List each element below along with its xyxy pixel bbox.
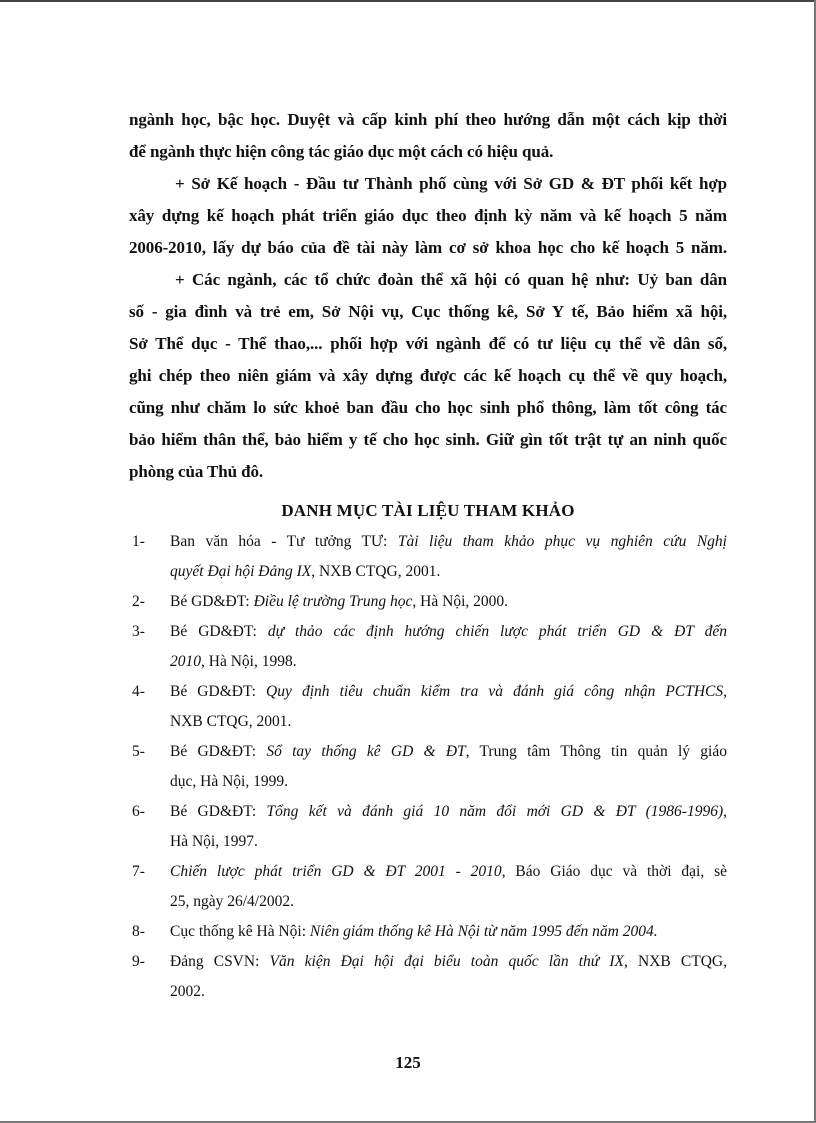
- reference-publication: , NXB CTQG,: [624, 953, 727, 970]
- reference-publication: 2002.: [170, 983, 205, 1000]
- reference-publication: , Hà Nội, 2000.: [412, 593, 508, 610]
- reference-author: Bé GD&ĐT:: [170, 803, 267, 820]
- reference-publication: , Trung tâm Thông tin quản lý giáo: [465, 743, 727, 760]
- reference-number: 5-: [132, 743, 145, 760]
- reference-number: 8-: [132, 923, 145, 940]
- reference-publication: NXB CTQG, 2001.: [170, 713, 292, 730]
- reference-number: 2-: [132, 593, 145, 610]
- reference-title: Chiến lược phát triển GD & ĐT 2001 - 2010: [170, 863, 502, 880]
- reference-title: Tài liệu tham khảo phục vụ nghiên cứu Nghị: [397, 533, 727, 550]
- reference-title: quyết Đại hội Đảng IX: [170, 563, 312, 580]
- reference-item: [129, 917, 727, 947]
- reference-number: 9-: [132, 953, 145, 970]
- reference-title: Niên giám thống kê Hà Nội từ năm 1995 đến năm 2004.: [309, 923, 658, 940]
- reference-author: Bé GD&ĐT:: [170, 683, 267, 700]
- reference-item: [129, 677, 727, 737]
- reference-author: Bé GD&ĐT:: [170, 623, 268, 640]
- paragraph-line: phòng của Thủ đô.: [129, 462, 264, 481]
- reference-item: [129, 527, 727, 587]
- paragraph-line: + Sở Kế hoạch - Đầu tư Thành phố cùng với Sở GD & ĐT phối kết hợp: [175, 174, 727, 193]
- reference-author: Bé GD&ĐT:: [170, 593, 254, 610]
- paragraph-line: để ngành thực hiện công tác giáo dục một cách có hiệu quả.: [129, 142, 554, 161]
- body-paragraphs: [129, 104, 727, 488]
- paragraph-line: + Các ngành, các tổ chức đoàn thể xã hội có quan hệ như: Uỷ ban dân: [175, 270, 727, 289]
- reference-number: 1-: [132, 533, 145, 550]
- reference-title: 2010: [170, 653, 201, 670]
- paragraph-line: 2006-2010, lấy dự báo của đề tài này làm cơ sở khoa học cho kế hoạch 5 năm.: [129, 238, 727, 257]
- reference-title: dự thảo các định hướng chiến lược phát triển GD & ĐT đến: [267, 623, 727, 640]
- paragraph-line: Sở Thể dục - Thể thao,... phối hợp với ngành để có tư liệu cụ thể về dân số,: [129, 334, 727, 353]
- page-number: 125: [395, 1053, 421, 1072]
- reference-number: 6-: [132, 803, 145, 820]
- reference-author: Cục thống kê Hà Nội:: [170, 923, 310, 940]
- reference-number: 7-: [132, 863, 145, 880]
- reference-author: Bé GD&ĐT:: [170, 743, 267, 760]
- reference-item: [129, 617, 727, 677]
- reference-number: 4-: [132, 683, 145, 700]
- paragraph-line: cũng như chăm lo sức khoẻ ban đầu cho học sinh phổ thông, làm tốt công tác: [129, 398, 727, 417]
- page-content: [129, 104, 727, 1007]
- reference-title: Văn kiện Đại hội đại biểu toàn quốc lần thứ IX: [269, 953, 625, 970]
- reference-title: Sổ tay thống kê GD & ĐT: [266, 743, 466, 760]
- reference-number: 3-: [132, 623, 145, 640]
- reference-item: [129, 797, 727, 857]
- paragraph-line: bảo hiểm thân thể, bảo hiểm y tế cho học sinh. Giữ gìn tốt trật tự an ninh quốc: [129, 430, 727, 449]
- reference-author: Ban văn hóa - Tư tưởng TƯ:: [170, 533, 398, 550]
- reference-publication: , Báo Giáo dục và thời đại, sè: [501, 863, 727, 880]
- reference-author: Đảng CSVN:: [170, 953, 270, 970]
- reference-item: [129, 587, 727, 617]
- paragraph-line: số - gia đình và trẻ em, Sở Nội vụ, Cục thống kê, Sở Y tế, Bảo hiểm xã hội,: [129, 302, 727, 321]
- paragraph-line: ngành học, bậc học. Duyệt và cấp kinh phí theo hướng dẫn một cách kịp thời: [129, 110, 727, 129]
- reference-publication: dục, Hà Nội, 1999.: [170, 773, 288, 790]
- reference-publication: ,: [723, 803, 728, 820]
- reference-title: Tổng kết và đánh giá 10 năm đổi mới GD & ĐT (1986-1996): [266, 803, 724, 820]
- page-border-top: [0, 0, 816, 2]
- reference-title: Điều lệ trường Trung học: [253, 593, 413, 610]
- paragraph-line: xây dựng kế hoạch phát triển giáo dục theo định kỳ năm và kế hoạch 5 năm: [129, 206, 727, 225]
- reference-publication: , NXB CTQG, 2001.: [311, 563, 441, 580]
- reference-title: Quy định tiêu chuẩn kiểm tra và đánh giá công nhận PCTHCS: [266, 683, 724, 700]
- reference-publication: ,: [723, 683, 728, 700]
- reference-item: [129, 857, 727, 917]
- reference-item: [129, 947, 727, 1007]
- reference-publication: 25, ngày 26/4/2002.: [170, 893, 294, 910]
- reference-publication: Hà Nội, 1997.: [170, 833, 258, 850]
- reference-list: [129, 527, 727, 1007]
- paragraph-line: ghi chép theo niên giám và xây dựng được các kế hoạch cụ thể về quy hoạch,: [129, 366, 727, 385]
- reference-publication: , Hà Nội, 1998.: [201, 653, 297, 670]
- references-title: DANH MỤC TÀI LIỆU THAM KHẢO: [281, 501, 575, 520]
- reference-item: [129, 737, 727, 797]
